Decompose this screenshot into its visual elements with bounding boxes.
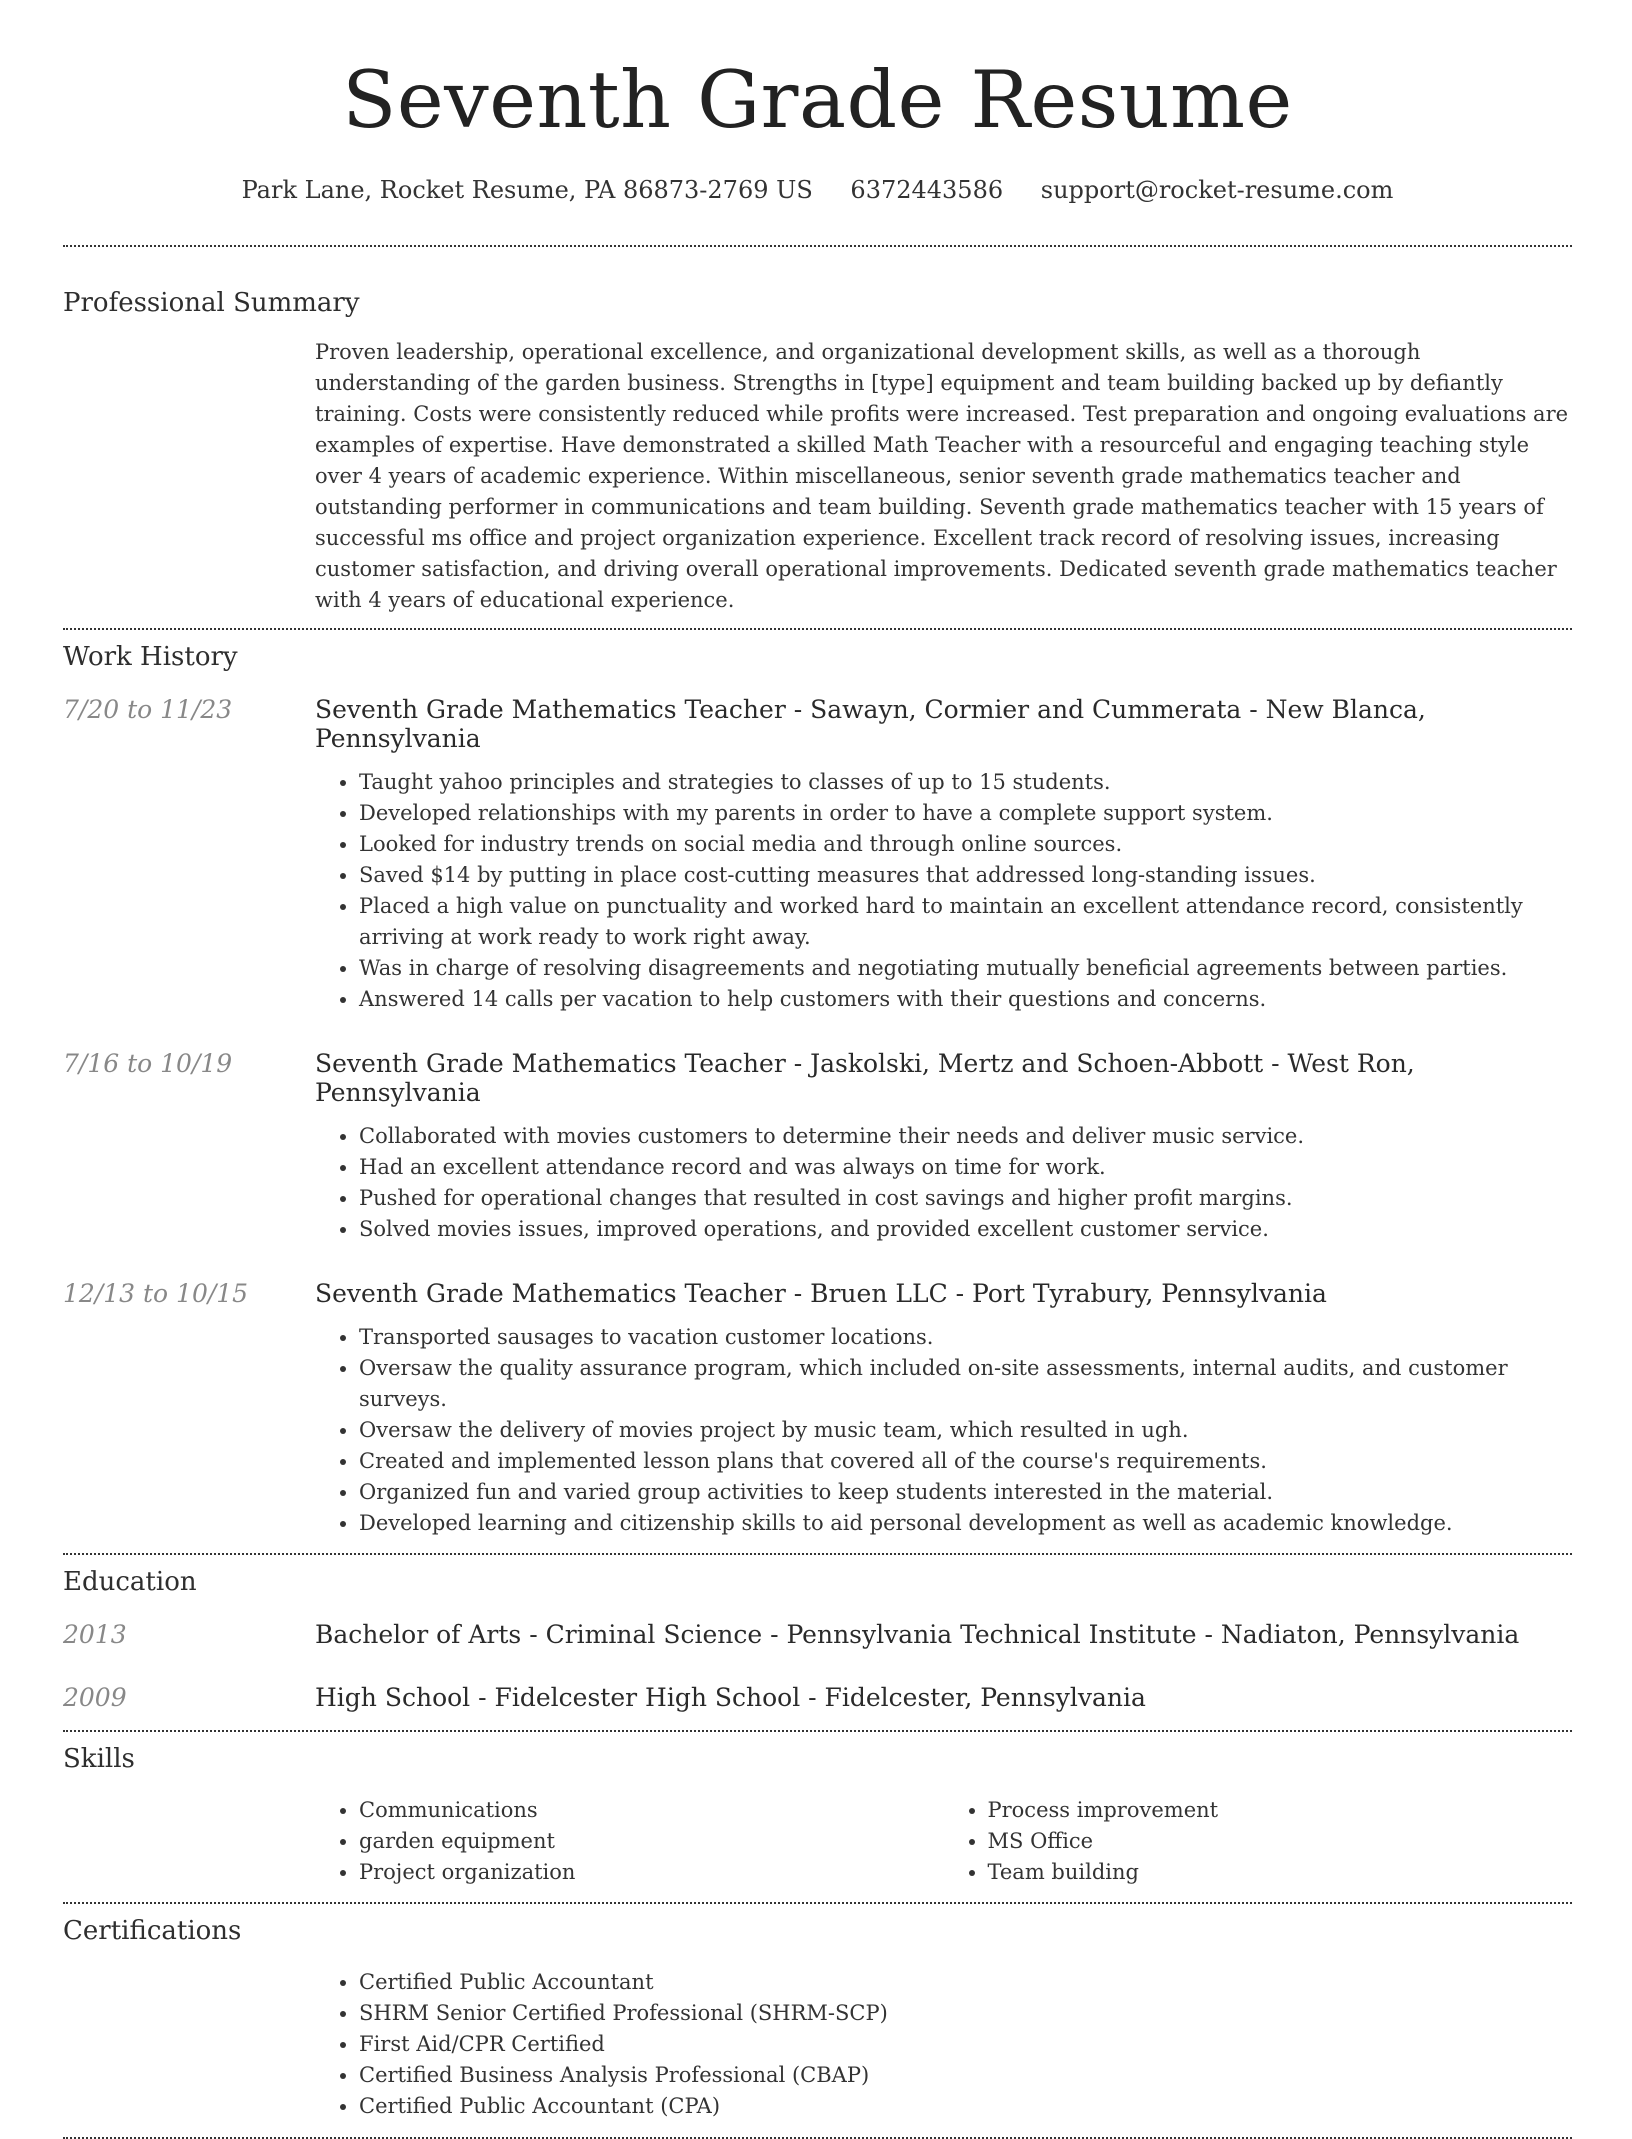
contact-address: Park Lane, Rocket Resume, PA 86873-2769 US (241, 176, 813, 204)
contact-email: support@rocket-resume.com (1040, 176, 1394, 204)
list-item: • Developed learning and citizenship skills to aid personal development as well as academic knowledge. (359, 1508, 1572, 1539)
job-bullets (315, 1322, 1572, 1539)
summary-heading: Professional Summary (63, 288, 360, 318)
certifications-list (315, 1967, 1572, 2122)
list-item: • Team building (988, 1857, 1573, 1888)
list-item: • Pushed for operational changes that resulted in cost savings and higher profit margins. (359, 1183, 1572, 1214)
skills-list-left (315, 1795, 944, 1888)
education-heading: Education (63, 1567, 197, 1597)
skills-section (63, 1742, 1572, 1888)
list-item: • Had an excellent attendance record and was always on time for work. (359, 1152, 1572, 1183)
job-dates: 12/13 to 10/15 (63, 1279, 249, 1308)
divider (63, 628, 1572, 630)
divider (63, 1553, 1572, 1555)
list-item: • Transported sausages to vacation customer locations. (359, 1322, 1572, 1353)
list-item: • First Aid/CPR Certified (359, 2029, 1572, 2060)
job-entry (63, 695, 1572, 1015)
education-section (63, 1565, 1572, 1712)
list-item: • SHRM Senior Certified Professional (SHRM-SCP) (359, 1998, 1572, 2029)
job-bullets (315, 1121, 1572, 1245)
contact-line (63, 174, 1572, 206)
job-title: Seventh Grade Mathematics Teacher - Jaskolski, Mertz and Schoen-Abbott - West Ron, Pennsylvania (315, 1049, 1415, 1107)
certifications-heading: Certifications (63, 1916, 242, 1946)
list-item: • Answered 14 calls per vacation to help customers with their questions and concerns. (359, 984, 1572, 1015)
list-item: • Certified Business Analysis Professional (CBAP) (359, 2060, 1572, 2091)
education-entry (63, 1683, 1572, 1712)
job-dates: 7/20 to 11/23 (63, 695, 233, 724)
resume-title: Seventh Grade Resume (342, 54, 1293, 146)
summary-section (63, 286, 1572, 616)
skills-heading: Skills (63, 1744, 135, 1774)
list-item: • Saved $14 by putting in place cost-cutting measures that addressed long-standing issues. (359, 860, 1572, 891)
list-item: • Organized fun and varied group activities to keep students interested in the material. (359, 1477, 1572, 1508)
list-item: • Certified Public Accountant (359, 1967, 1572, 1998)
divider (63, 1902, 1572, 1904)
job-entry (63, 1049, 1572, 1245)
list-item: • Communications (359, 1795, 944, 1826)
list-item: • Created and implemented lesson plans that covered all of the course's requirements. (359, 1446, 1572, 1477)
job-dates: 7/16 to 10/19 (63, 1049, 233, 1078)
list-item: • Taught yahoo principles and strategies to classes of up to 15 students. (359, 767, 1572, 798)
job-title: Seventh Grade Mathematics Teacher - Bruen LLC - Port Tyrabury, Pennsylvania (315, 1279, 1327, 1308)
job-bullets (315, 767, 1572, 1015)
job-title: Seventh Grade Mathematics Teacher - Sawayn, Cormier and Cummerata - New Blanca, Pennsylvania (315, 695, 1426, 753)
list-item: • Oversaw the delivery of movies project by music team, which resulted in ugh. (359, 1415, 1572, 1446)
certifications-section (63, 1914, 1572, 2122)
list-item: • garden equipment (359, 1826, 944, 1857)
list-item: • Process improvement (988, 1795, 1573, 1826)
divider (63, 245, 1572, 247)
work-heading: Work History (63, 642, 238, 672)
list-item: • Developed relationships with my parents in order to have a complete support system. (359, 798, 1572, 829)
education-year: 2009 (63, 1683, 127, 1712)
education-text: Bachelor of Arts - Criminal Science - Pennsylvania Technical Institute - Nadiaton, Pennsylvania (315, 1620, 1520, 1649)
education-entry (63, 1620, 1572, 1649)
list-item: • MS Office (988, 1826, 1573, 1857)
list-item: • Collaborated with movies customers to determine their needs and deliver music service. (359, 1121, 1572, 1152)
list-item: • Certified Public Accountant (CPA) (359, 2091, 1572, 2122)
education-text: High School - Fidelcester High School - Fidelcester, Pennsylvania (315, 1683, 1146, 1712)
skills-list-right (944, 1795, 1573, 1888)
work-section (63, 640, 1572, 1539)
divider (63, 1730, 1572, 1732)
list-item: • Oversaw the quality assurance program, which included on-site assessments, internal audits, and customer surveys. (359, 1353, 1572, 1415)
list-item: • Solved movies issues, improved operations, and provided excellent customer service. (359, 1214, 1572, 1245)
list-item: • Project organization (359, 1857, 944, 1888)
list-item: • Placed a high value on punctuality and worked hard to maintain an excellent attendance record, consistently arriving at work ready to work right away. (359, 891, 1572, 953)
summary-text: Proven leadership, operational excellence, and organizational development skills, as well as a thorough understanding of the garden business. Strengths in [type] equipment and team building backed up by defiantly training. Costs were consistently reduced while profits were increased. Test preparation and ongoing evaluations are examples of expertise. Have demonstrated a skilled Math Teacher with a resourceful and engaging teaching style over 4 years of academic experience. Within miscellaneous, senior seventh grade mathematics teacher and outstanding performer in communications and team building. Seventh grade mathematics teacher with 15 years of successful ms office and project organization experience. Excellent track record of resolving issues, increasing customer satisfaction, and driving overall operational improvements. Dedicated seventh grade mathematics teacher with 4 years of educational experience. (315, 340, 1569, 612)
contact-phone: 6372443586 (850, 176, 1004, 204)
education-year: 2013 (63, 1620, 127, 1649)
list-item: • Was in charge of resolving disagreements and negotiating mutually beneficial agreements between parties. (359, 953, 1572, 984)
list-item: • Looked for industry trends on social media and through online sources. (359, 829, 1572, 860)
job-entry (63, 1279, 1572, 1539)
